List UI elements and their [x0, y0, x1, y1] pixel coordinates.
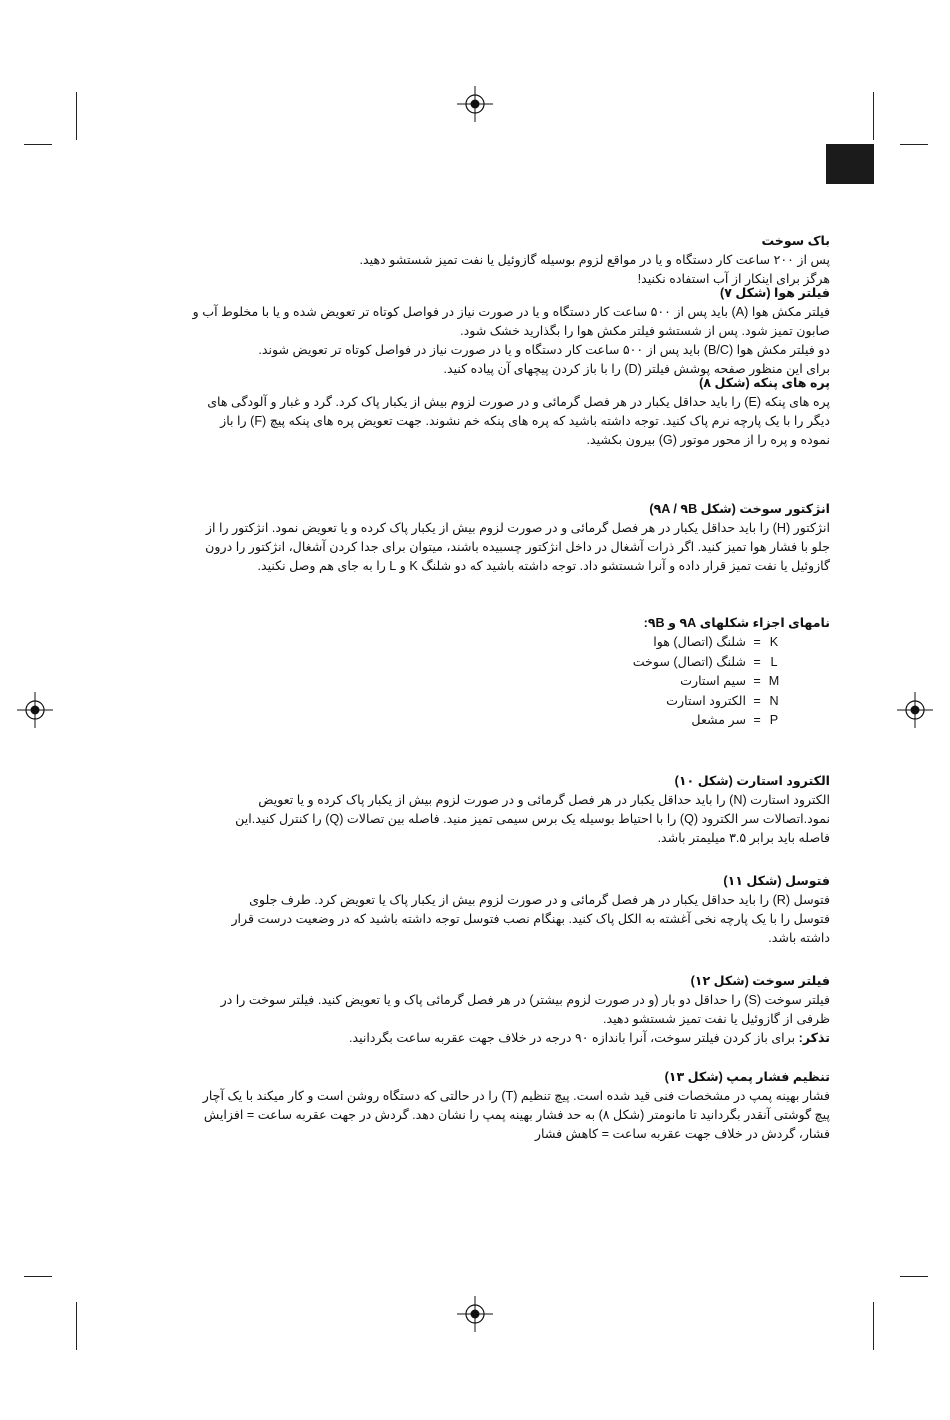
- section-text: دو فیلتر مکش هوا (B/C) باید پس از ۵۰۰ ساعت کار دستگاه و یا در صورت نیاز در فواصل کوتاه تر تعویض شوند. برای این منظور صفحه پوشش فیلتر (D) را با باز کردن پیچهای آن پیاده کنید.: [258, 343, 830, 376]
- section-text: پره های پنکه (E) را باید حداقل یکبار در هر فصل گرمائی و در صورت لزوم بیش از یکبار پاک کرد. گرد و غبار و آلودگی های دیگر را با یک پارچه نرم پاک کنید. توجه داشته باشید که پره های پنکه خم نشوند. جهت تعویض پره های پنکه پیچ (F) را باز نموده و پره را از محور موتور (G) بیرون بکشید.: [207, 395, 830, 447]
- legend-equals: =: [753, 693, 761, 708]
- legend-equals: =: [753, 674, 761, 688]
- crop-mark: [900, 144, 928, 145]
- crop-mark: [24, 1276, 52, 1277]
- crop-mark: [873, 92, 874, 140]
- section-fuel-tank: [190, 232, 830, 289]
- legend-item: [190, 633, 780, 653]
- note-label: تذکر:: [798, 1031, 830, 1045]
- registration-mark-icon: [457, 86, 493, 122]
- crop-mark: [76, 1302, 77, 1350]
- legend-label: سر مشعل: [691, 713, 746, 727]
- section-text: فیلتر سوخت (S) را حداقل دو بار (و در صورت لزوم بیشتر) در هر فصل گرمائی پاک و یا تعویض کنید. فیلتر سوخت را در ظرفی از گازوئیل یا نفت تمیز شستشو دهید.: [220, 993, 830, 1026]
- legend-equals: =: [753, 713, 761, 727]
- section-text: پس از ۲۰۰ ساعت کار دستگاه و یا در مواقع لزوم بوسیله گازوئیل یا نفت تمیز شستشو دهید.: [359, 253, 830, 267]
- section-title: پره های پنکه (شکل ۸): [699, 376, 830, 390]
- section-text: انژکتور (H) را باید حداقل یکبار در هر فصل گرمائی و در صورت لزوم بیش از یکبار پاک کرده و یا تعویض نمود. انژکتور را از جلو با فشار هوا تمیز کنید. اگر ذرات آشغال در داخل انژکتور چسبیده باشند، میتوان برای جدا کردن آشغال، انژکتور را درون گازوئیل یا نفت تمیز قرار داده و آنرا شستشو داد. توجه داشته باشید که دو شلنگ K و L را به جای هم وصل نکنید.: [205, 521, 830, 573]
- section-pump-pressure: [190, 1068, 830, 1144]
- legend-code: L: [770, 654, 778, 669]
- section-air-filter: [190, 284, 830, 379]
- legend-label: الکترود استارت: [666, 693, 746, 708]
- registration-mark-icon: [457, 1296, 493, 1332]
- legend-label: شلنگ (اتصال) سوخت: [632, 654, 746, 669]
- section-note: [190, 1029, 830, 1048]
- legend-equals: =: [753, 635, 761, 649]
- section-text: فیلتر مکش هوا (A) باید پس از ۵۰۰ ساعت کار دستگاه و یا در صورت نیاز در فواصل کوتاه تر تعویض شده و یا با مخلوط آب و صابون تمیز شود. پس از شستشو فیلتر مکش هوا را بگذارید خشک شود.: [192, 305, 830, 338]
- legend-item: [190, 711, 780, 731]
- section-title: انژکتور سوخت (شکل ۹A / ۹B): [649, 502, 830, 516]
- section-title: فیلتر هوا (شکل ۷): [720, 286, 830, 300]
- section-title: باک سوخت: [761, 234, 830, 248]
- section-photocell: [190, 872, 830, 948]
- section-text: فتوسل (R) را باید حداقل یکبار در هر فصل گرمائی و در صورت لزوم بیش از یکبار پاک یا تعویض کرد. طرف جلوی فتوسل را با یک پارچه نخی آغشته به الکل پاک کنید. بهنگام نصب فتوسل توجه داشته باشید که در وضعیت درست قرار داشته باشد.: [231, 893, 830, 945]
- legend-code: M: [768, 674, 780, 688]
- legend-item: [190, 672, 780, 692]
- section-text: فشار بهینه پمپ در مشخصات فنی قید شده است. پیچ تنظیم (T) را در حالتی که دستگاه روشن است و کار میکند با یک آچار پیچ گوشتی آنقدر بگردانید تا مانومتر (شکل ۸) به حد فشار بهینه پمپ را نشان دهد. گردش در جهت عقربه ساعت = افزایش فشار، گردش در خلاف جهت عقربه ساعت = کاهش فشار: [202, 1089, 830, 1141]
- legend-code: K: [769, 635, 779, 649]
- section-title: فتوسل (شکل ۱۱): [723, 874, 830, 888]
- section-fuel-injector: [190, 500, 830, 576]
- crop-mark: [900, 1276, 928, 1277]
- section-warning: هرگز برای اینکار از آب استفاده نکنید!: [637, 272, 830, 286]
- section-title: فیلتر سوخت (شکل ۱۲): [690, 974, 830, 988]
- crop-mark: [873, 1302, 874, 1350]
- legend-code: P: [769, 713, 779, 727]
- legend-item: [190, 653, 780, 673]
- registration-mark-icon: [897, 692, 933, 728]
- legend-label: شلنگ (اتصال) هوا: [653, 635, 746, 649]
- section-title: تنظیم فشار پمپ (شکل ۱۳): [664, 1070, 830, 1084]
- crop-mark: [76, 92, 77, 140]
- section-text: الکترود استارت (N) را باید حداقل یکبار در هر فصل گرمائی و در صورت لزوم بیش از یکبار پاک کرده و یا تعویض نمود.اتصالات سر الکترود (Q) را با احتیاط بوسیله یک برس سیمی تمیز منید. فاصله بین تصالات (Q) را کنترل کنید.این فاصله باید برابر ۳.۵ میلیمتر باشد.: [235, 793, 830, 845]
- legend-list: [190, 633, 830, 731]
- section-fuel-filter: [190, 972, 830, 1048]
- note-text: برای باز کردن فیلتر سوخت، آنرا باندازه ۹۰ درجه در خلاف جهت عقربه ساعت بگردانید.: [348, 1031, 799, 1045]
- section-title: نامهای اجزاء شکلهای ۹A و ۹B:: [643, 616, 830, 630]
- legend-item: [190, 692, 780, 712]
- crop-mark: [24, 144, 52, 145]
- legend-equals: =: [753, 654, 761, 669]
- registration-mark-icon: [17, 692, 53, 728]
- legend-code: N: [769, 693, 779, 708]
- section-parts-legend: [190, 614, 830, 731]
- section-start-electrode: [190, 772, 830, 848]
- language-tab-marker: [826, 144, 874, 184]
- section-fan-blades: [190, 374, 830, 450]
- section-title: الکترود استارت (شکل ۱۰): [674, 774, 830, 788]
- legend-label: سیم استارت: [680, 674, 746, 688]
